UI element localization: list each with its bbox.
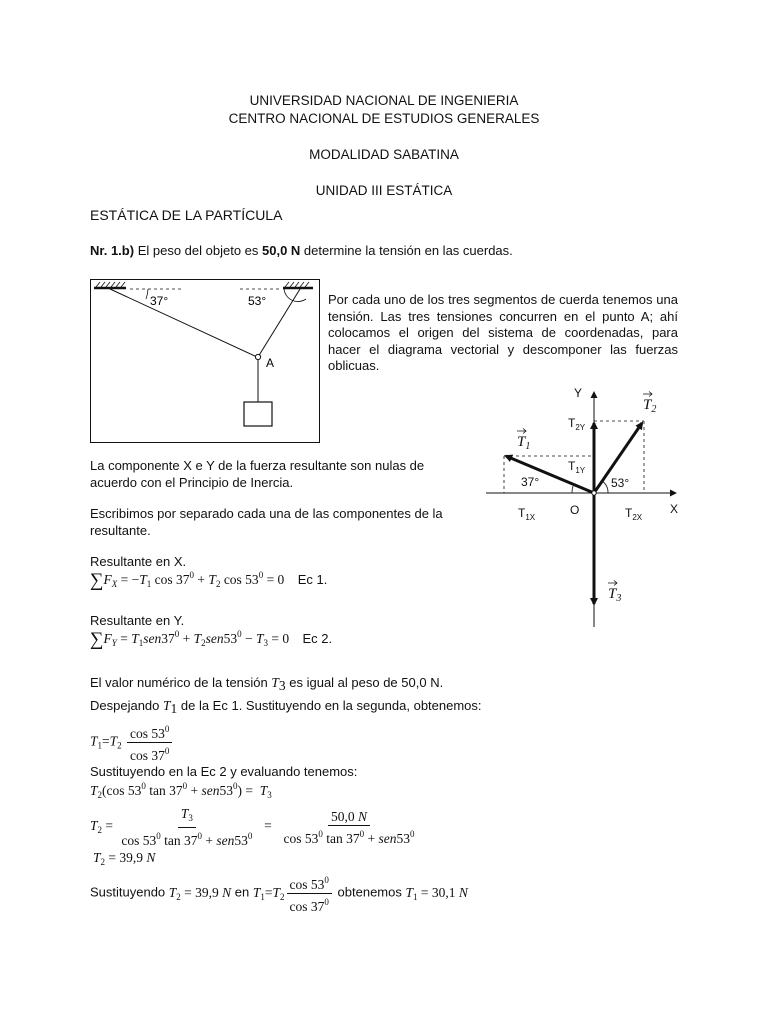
y-axis-label: Y [574, 386, 583, 400]
diagram-frame [91, 280, 320, 443]
equation-1-label: Ec 1. [297, 572, 328, 587]
rope-1 [110, 289, 257, 357]
inertia-paragraph: La componente X e Y de la fuerza resultante son nulas de acuerdo con el Principio de Inercia. [90, 458, 425, 490]
problem-text-a: El peso del objeto es [134, 243, 262, 258]
t1-angle-label: 37° [521, 475, 540, 489]
t2-solution: $T_2$ = $\frac{T_3}{\cos 53^0 \tan 37^0 + sen53^0}$ = $\frac{50,0 N}{\cos 53^0 \tan 37^0 + sen53^0}$ [90, 806, 415, 848]
equation-1: $\sum F_X = -T_1$ $\cos 37^0 + T_2$ $\cos 53^0 = 0$ Ec 1. [90, 570, 328, 591]
t3-statement: El valor numérico de la tensión $T_3$ es igual al peso de 50,0 N. [90, 675, 444, 693]
t1-vector-label: $T_1$ [517, 434, 531, 452]
t2-vector-label: $T_2$ [643, 397, 657, 415]
university-name: UNIVERSIDAD NACIONAL DE INGENIERIA [249, 93, 519, 108]
t1y-label: $T_{1Y}$ [568, 459, 586, 475]
center-name: CENTRO NACIONAL DE ESTUDIOS GENERALES [228, 111, 540, 126]
problem-statement [90, 243, 513, 258]
resultant-x-heading: Resultante en X. [90, 554, 187, 569]
t1x-label: $T_{1X}$ [518, 506, 536, 522]
vector-diagram [480, 380, 690, 630]
components-paragraph: Escribimos por separado cada una de las componentes de la resultante. [90, 506, 443, 538]
point-a-label: A [266, 356, 275, 370]
t1-angle-arc [572, 486, 573, 493]
t3-vector-label: $T_3$ [608, 586, 622, 604]
description-paragraph: Por cada uno de los tres segmentos de cuerda tenemos una tensión. Las tres tensiones concurren en el punto A; ahí colocamos el origen del sistema de coordenadas, para hacer el diagrama vectorial y descomponer las fuerzas oblicuas. [328, 292, 678, 373]
unit-title: UNIDAD III ESTÁTICA [315, 183, 453, 198]
final-statement: Sustituyendo $T_2 = 39,9$ N en $T_1=T_2$ $\frac{\cos 53^0}{\cos 37^0}$ obtenemos $T_1 = 30,1$ N [90, 875, 468, 914]
problem-weight: 50,0 N [262, 243, 301, 258]
rope-diagram [90, 279, 320, 444]
t2-angle-label: 53° [611, 476, 630, 490]
despejando-statement: Despejando $T_1$ de la Ec 1. Sustituyendo en la segunda, obtenemos: [90, 698, 482, 716]
t2y-label: $T_{2Y}$ [568, 416, 586, 432]
equation-2: $\sum F_Y = T_1sen37^0 + T_2sen53^0 - T_3 = 0$ Ec 2. [90, 629, 333, 650]
origin-point [592, 491, 596, 495]
t2-equation: $T_2(\cos$ $53^0$ $\tan 37^0 + sen53^0) = T_3$ [90, 781, 272, 800]
section-title: ESTÁTICA DE LA PARTÍCULA [90, 207, 283, 223]
angle-label-53: 53° [248, 294, 267, 308]
equation-2-label: Ec 2. [302, 631, 333, 646]
t2-result: $T_2 = 39,9$ N [93, 850, 156, 867]
weight-block [244, 402, 272, 426]
t2-arrow-accent [643, 392, 652, 397]
modality: MODALIDAD SABATINA [309, 147, 459, 162]
left-angle-arc [146, 289, 148, 299]
t2x-label: $T_{2X}$ [625, 506, 643, 522]
t1-arrow-accent [517, 429, 526, 434]
t1-expression: $T_1=T_2$ $\frac{\cos 53^0}{\cos 37^0}$ [90, 722, 174, 763]
sustituyendo-statement: Sustituyendo en la Ec 2 y evaluando tenemos: [90, 764, 358, 779]
origin-label: O [570, 503, 580, 517]
right-hatch [285, 282, 309, 287]
right-angle-arc [284, 289, 306, 302]
x-axis-label: X [670, 502, 679, 516]
problem-number: Nr. 1.b) [90, 243, 135, 258]
angle-label-37: 37° [150, 294, 169, 308]
left-hatch [96, 282, 125, 287]
resultant-y-heading: Resultante en Y. [90, 613, 185, 628]
t3-arrow-accent [608, 581, 617, 586]
t2-angle-arc [602, 481, 608, 493]
knot-point [255, 354, 260, 359]
problem-text-b: determine la tensión en las cuerdas. [300, 243, 513, 258]
